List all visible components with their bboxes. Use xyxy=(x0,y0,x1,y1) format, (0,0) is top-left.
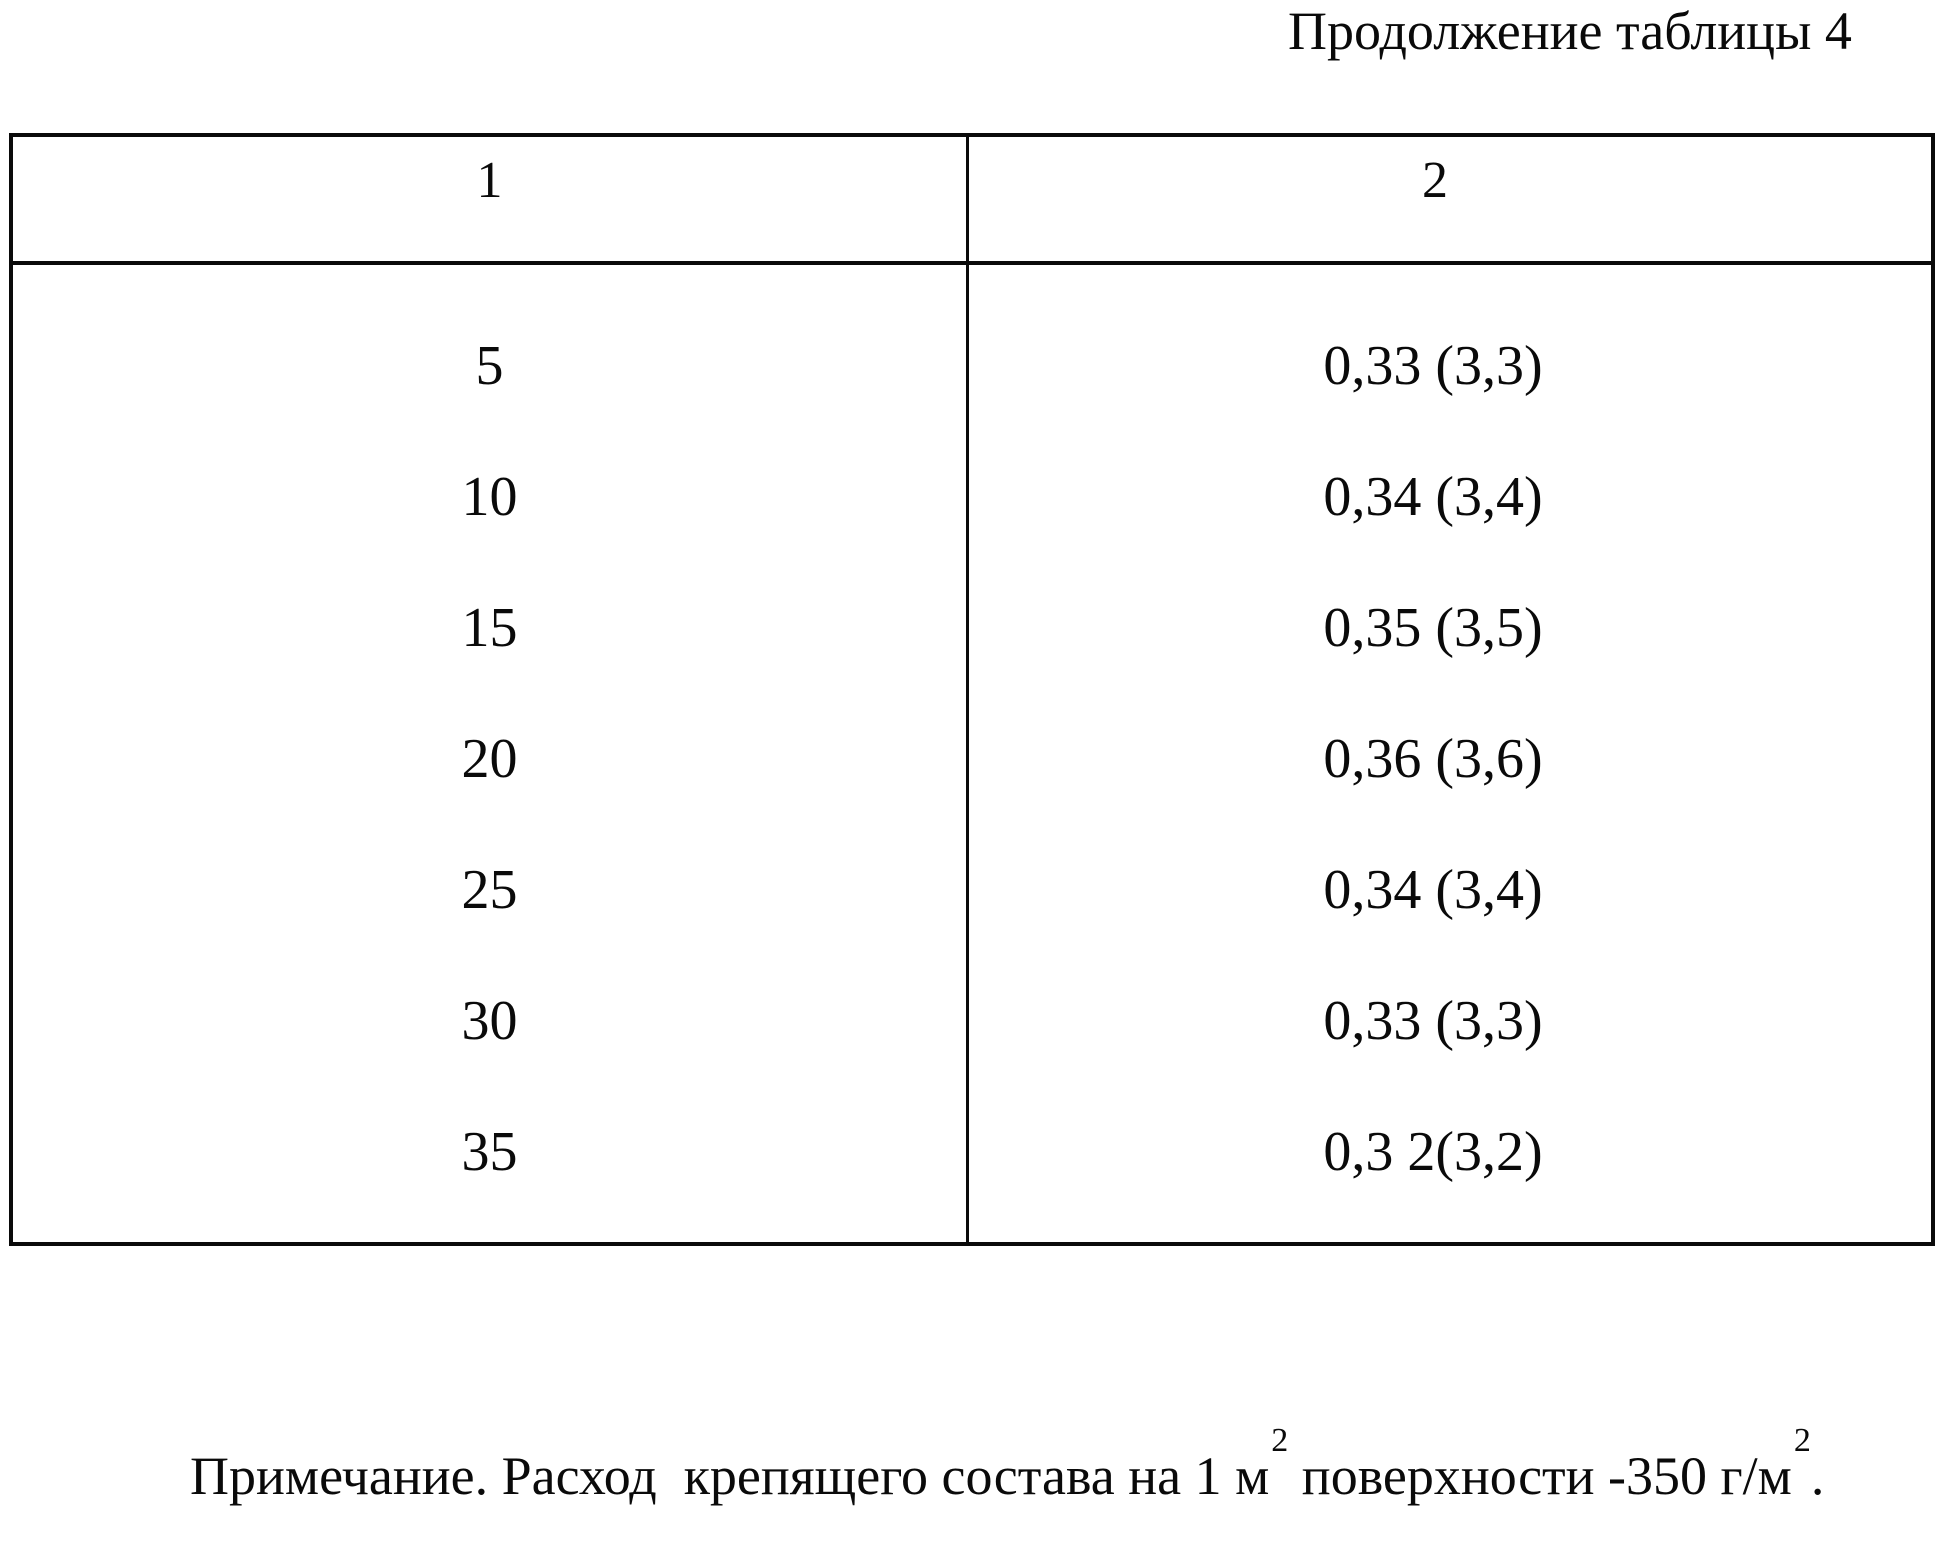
table-cell: 15 xyxy=(461,597,518,659)
table-cell: 0,34 (3,4) xyxy=(1323,859,1543,921)
footnote-text: поверхности -350 г/м xyxy=(1288,1446,1792,1507)
footnote-superscript: 2 xyxy=(1271,1422,1289,1460)
table-cell: 10 xyxy=(461,466,518,528)
table-cell: 25 xyxy=(461,859,518,921)
footnote xyxy=(136,1388,1824,1566)
page-title: Продолжение таблицы 4 xyxy=(1288,1,1852,61)
table-column-1 xyxy=(13,265,969,1242)
data-table xyxy=(9,133,1935,1246)
table-header-row xyxy=(13,137,1931,265)
table-column-2 xyxy=(969,265,1931,1242)
table-cell: 5 xyxy=(475,335,504,397)
table-header-col2: 2 xyxy=(1422,152,1448,209)
table-cell: 0,35 (3,5) xyxy=(1323,597,1543,659)
table-cell: 0,33 (3,3) xyxy=(1323,990,1543,1052)
footnote-superscript: 2 xyxy=(1793,1422,1811,1460)
table-cell: 0,3 2(3,2) xyxy=(1323,1121,1543,1183)
footnote-text: Примечание. Расход крепящего состава на 1 м xyxy=(190,1446,1270,1507)
table-cell: 0,34 (3,4) xyxy=(1323,466,1543,528)
table-cell: 30 xyxy=(461,990,518,1052)
table-cell: 35 xyxy=(461,1121,518,1183)
table-header-col1: 1 xyxy=(13,137,969,261)
table-cell: 0,36 (3,6) xyxy=(1323,728,1543,790)
table-cell: 0,33 (3,3) xyxy=(1323,335,1543,397)
table-cell: 20 xyxy=(461,728,518,790)
table-body xyxy=(13,265,1931,1242)
footnote-text: . xyxy=(1810,1446,1825,1507)
